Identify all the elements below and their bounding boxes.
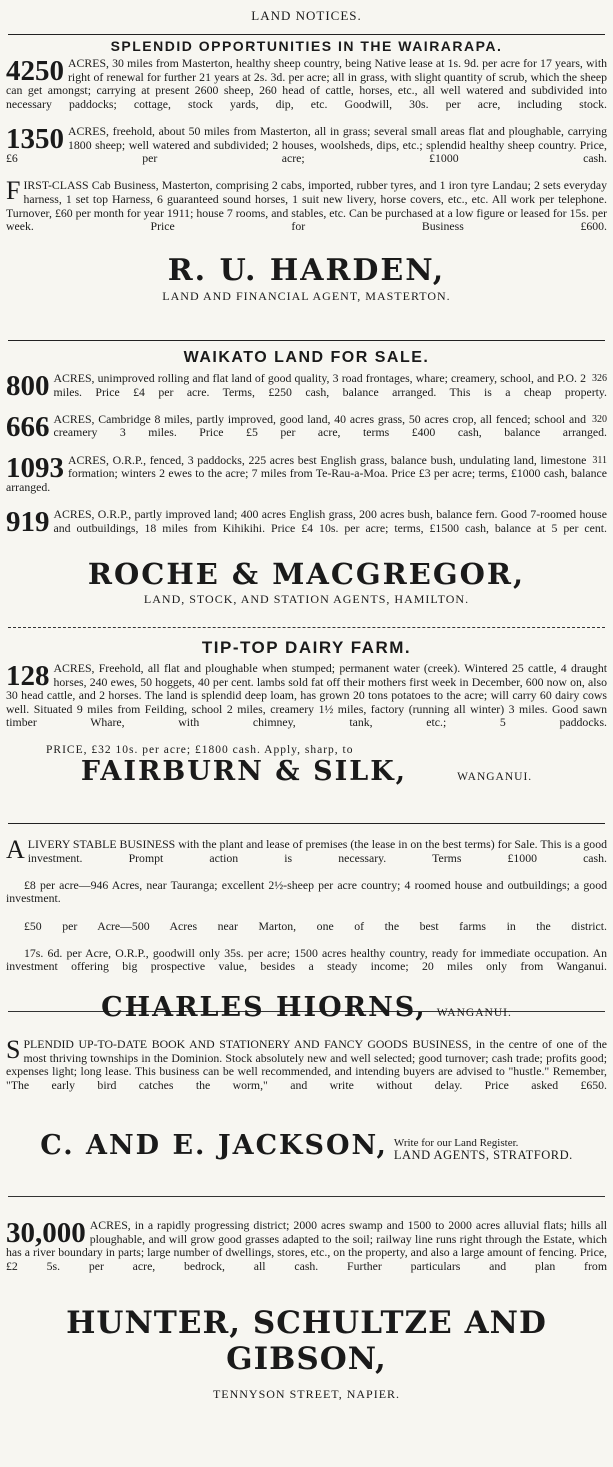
notice-livery-stable xyxy=(6,824,607,1023)
notice-entry xyxy=(6,879,607,920)
entry-text: ACRES, 30 miles from Masterton, healthy sheep country, being Native lease at 1s. 9d. per acre for 17 years, with right of renewal for further 21 years at 2s. 3d. per acre; all in grass, with slight quantity of scrub, which the sheep can get amongst; carrying at present 2600 sheep, 260 head of cattle, horses, etc., all well watered and subdivided into necessary paddocks; cottage, stock yards, dip, etc. Goodwill, 30s. per acre, including stock. xyxy=(6,56,607,111)
notice-entry xyxy=(6,122,607,179)
agent-name: HUNTER, SCHULTZE AND GIBSON, xyxy=(66,1304,547,1377)
entry-text: ACRES, unimproved rolling and flat land of good quality, 3 road frontages, whare; creamery, school, and P.O. 2 miles. Price £4 per acre. Terms, £250 cash, balance arranged. This is a cheap property. xyxy=(53,371,607,399)
notice-dairy-farm xyxy=(6,628,607,823)
acreage-figure: 1093 xyxy=(6,451,64,484)
drop-cap-letter: S xyxy=(6,1035,21,1064)
notice-heading: WAIKATO LAND FOR SALE. xyxy=(183,349,430,366)
entry-reference-number: 320 xyxy=(592,413,607,425)
agent-name: ROCHE & MACGREGOR, xyxy=(87,556,526,591)
notice-entry xyxy=(6,920,607,947)
notice-entry xyxy=(6,835,607,879)
entry-text: £50 per Acre—500 Acres near Marton, one of the best farms in the district. xyxy=(24,918,607,933)
notice-napier-estate xyxy=(6,1197,607,1447)
notice-entry xyxy=(6,176,607,247)
agent-note: Write for our Land Register. xyxy=(393,1136,519,1149)
notice-wairarapa xyxy=(6,35,607,340)
agent-location: WANGANUI. xyxy=(457,770,533,783)
agent-name: CHARLES HIORNS, xyxy=(101,991,427,1023)
entry-text: ACRES, Freehold, all flat and ploughable when stumped; permanent water (creek). Wintered 25 cattle, 4 draught horses, 240 ewes, 50 hoggets, 40 per cent. lambs sold fat off their mothers first week in December, 600 now on, also 30 head cattle, and 2 horses. The land is splendid deep loam, has grown 20 tons potatoes to the acre; will carry 60 dairy cows well. Situated 9 miles from Feilding, school 2 miles, creamery 1½ miles, factory (running all winter) 3 miles. Good sawn timber Whare, with chimney, tank, etc.; 5 paddocks. xyxy=(6,661,607,730)
drop-cap-letter: F xyxy=(6,176,21,206)
notice-entry xyxy=(6,947,607,988)
entry-text: IRST-CLASS Cab Business, Masterton, comprising 2 cabs, imported, rubber tyres, and 1 iron tyre Landau; 2 sets everyday harness, 1 set top Harness, 6 guaranteed sound horses, 1 suit new livery, horse covers, etc., etc. All work per telephone. Turnover, £60 per month for year 1911; house 7 rooms, and stables, etc. Can be purchased at a low figure or leased for 15s. per week. Price for Business £600. xyxy=(6,178,607,234)
notice-heading: SPLENDID OPPORTUNITIES IN THE WAIRARAPA. xyxy=(110,38,503,54)
price-line: PRICE, £32 10s. per acre; £1800 cash. Apply, sharp, to xyxy=(46,743,354,756)
entry-text: ACRES, in a rapidly progressing district; 2000 acres swamp and 1500 to 2000 acres alluvial flats; hills all ploughable, and will grow good grasses adapted to the soil; railway line runs right through the Estate, which has a river boundary in parts; large number of dwellings, stores, etc., on the property, and also a large amount of fencing. Price, £2 5s. per acre, bedrock, all cash. Further particulars and plan from xyxy=(6,1218,607,1273)
drop-cap-letter: A xyxy=(6,835,25,864)
agent-name: R. U. HARDEN, xyxy=(167,253,446,289)
acreage-figure: 4250 xyxy=(6,55,64,87)
notice-heading: TIP-TOP DAIRY FARM. xyxy=(201,638,412,657)
notice-entry xyxy=(6,57,607,125)
notice-waikato xyxy=(6,341,607,627)
notice-entry xyxy=(6,1219,607,1287)
acreage-figure: 1350 xyxy=(6,122,64,155)
entry-text: 17s. 6d. per Acre, O.R.P., goodwill only 35s. per acre; 1500 acres healthy country, ready for immediate occupation. An investment offering big prospective value, besides a steady income; 20 miles only from Wanganui. xyxy=(6,945,607,974)
notice-entry xyxy=(6,505,607,549)
notice-entry xyxy=(6,1035,607,1106)
entry-text: ACRES, freehold, about 50 miles from Masterton, all in grass; several small areas flat and ploughable, carrying 1800 sheep; well watered and subdivided; 2 houses, woolsheds, dips, etc.; splendid healthy sheep country. Price, £6 per acre; £1000 cash. xyxy=(6,123,607,166)
acreage-figure: 128 xyxy=(6,660,50,692)
agent-name: C. AND E. JACKSON, xyxy=(40,1129,388,1161)
acreage-figure: 30,000 xyxy=(6,1217,86,1249)
notice-book-business xyxy=(6,1012,607,1196)
entry-reference-number: 311 xyxy=(592,454,607,466)
agent-name: FAIRBURN & SILK, xyxy=(80,755,408,787)
entry-text: PLENDID UP-TO-DATE BOOK AND STATIONERY AND FANCY GOODS BUSINESS, in the centre of one of the most thriving townships in the Dominion. Stock absolutely new and well selected; good turnover; cash trade; profits good; expenses light; long lease. This business can be well recommended, and intending buyers are advised to "hustle." Remember, "The early bird catches the worm," and write without delay. Price asked £650. xyxy=(6,1037,607,1092)
agent-subtitle: TENNYSON STREET, NAPIER. xyxy=(212,1386,401,1401)
entry-text: LIVERY STABLE BUSINESS with the plant and lease of premises (the lease in on the best terms) for Sale. This is a good investment. Prompt action is necessary. Terms £1000 cash. xyxy=(27,837,607,865)
notice-entry xyxy=(6,451,607,508)
entry-text: ACRES, O.R.P., fenced, 3 paddocks, 225 acres best English grass, balance bush, undulating land, limestone formation; winters 2 ewes to the acre; 7 miles from Te-Rau-a-Moa. Price £3 per acre; terms, £1000 cash, balance arranged. xyxy=(6,452,607,494)
entry-text: £8 per acre—946 Acres, near Tauranga; excellent 2½-sheep per acre country; 4 roomed house and outbuildings; a good investment. xyxy=(6,877,607,906)
acreage-figure: 919 xyxy=(6,505,50,538)
page-title: LAND NOTICES. xyxy=(251,8,362,23)
notice-entry xyxy=(6,662,607,744)
entry-text: ACRES, Cambridge 8 miles, partly improved, good land, 40 acres grass, 50 acres crop, all fenced; school and creamery 3 miles. Price £5 per acre, terms £400 cash, balance arranged. xyxy=(53,411,607,440)
entry-reference-number: 326 xyxy=(592,373,607,384)
notice-entry xyxy=(6,410,607,454)
acreage-figure: 666 xyxy=(6,410,50,443)
agent-location: WANGANUI. xyxy=(436,1006,512,1019)
notice-entry xyxy=(6,372,607,413)
agent-subtitle: LAND AND FINANCIAL AGENT, MASTERTON. xyxy=(162,289,451,304)
entry-text: ACRES, O.R.P., partly improved land; 400 acres English grass, 200 acres bush, balance fern. Good 7-roomed house and outbuildings, 18 miles from Kihikihi. Price £4 10s. per acre; terms, £1500 cash, balance at 5 per cent. xyxy=(53,506,607,535)
agent-subtitle: LAND, STOCK, AND STATION AGENTS, HAMILTON. xyxy=(143,591,470,606)
agent-location: LAND AGENTS, STRATFORD. xyxy=(393,1147,573,1162)
acreage-figure: 800 xyxy=(6,370,50,402)
